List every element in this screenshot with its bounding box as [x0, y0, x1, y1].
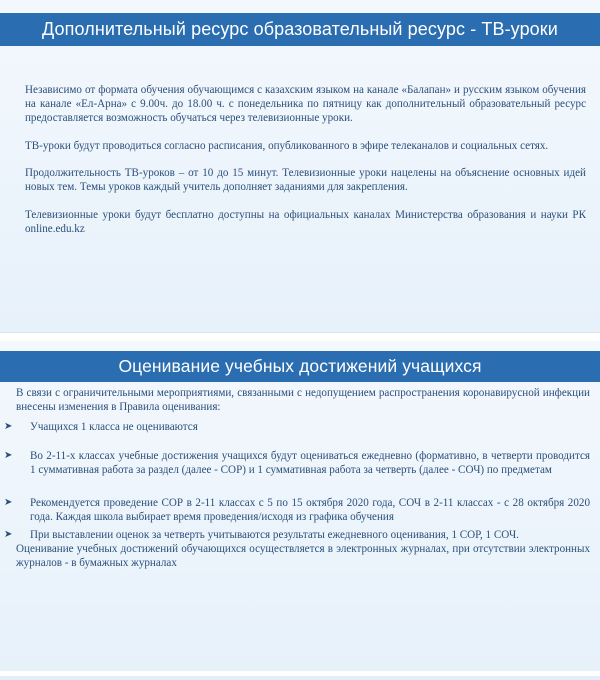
paragraph: Независимо от формата обучения обучающимся с казахским языком на канале «Балапан» и русским языком обучения на канале «Ел-Арна» с 9.00ч. до 18.00 ч. с понедельника по пятницу как дополнительный образовательный ресурс предоставляется возможность обучаться через телевизионные уроки. — [25, 84, 586, 124]
slide-body — [25, 83, 586, 250]
paragraph: ТВ-уроки будут проводиться согласно расписания, опубликованного в эфире телеканалов и социальных сетях. — [25, 140, 549, 152]
list-item — [4, 449, 590, 477]
slide-title: Дополнительный ресурс образовательный ресурс - ТВ-уроки — [0, 13, 600, 46]
list-item — [4, 528, 590, 542]
arrow-bullet-icon: ➤ — [4, 497, 13, 508]
slide-assessment — [0, 341, 600, 671]
list-item-text: При выставлении оценок за четверть учитываются результаты ежедневного оценивания, 1 СОР, 1 СОЧ. — [30, 529, 519, 541]
slide-title: Оценивание учебных достижений учащихся — [0, 351, 600, 382]
list-item-text: Во 2-11-х классах учебные достижения учащихся будут оцениваться ежедневно (формативно, в четверти проводится 1 суммативная работа за раздел (далее - СОР) и 1 суммативная работа за четверть (далее - СОЧ) по предметам — [30, 450, 590, 476]
list-item — [4, 496, 590, 524]
arrow-bullet-icon: ➤ — [4, 529, 13, 540]
paragraph: Продолжительность ТВ-уроков – от 10 до 15 минут. Телевизионные уроки нацелены на объяснение основных идей новых тем. Темы уроков каждый учитель дополняет заданиями для закрепления. — [25, 167, 586, 193]
next-slide-edge — [0, 676, 600, 680]
list-item-text: Рекомендуется проведение СОР в 2-11 классах с 5 по 15 октября 2020 года, СОЧ в 2-11 классах - с 28 октября 2020 года. Каждая школа выбирает время проведения/исходя из графика обучения — [30, 497, 590, 523]
slide-tv-lessons — [0, 0, 600, 333]
slide-body — [4, 386, 590, 570]
intro-paragraph: В связи с ограничительными мероприятиями, связанными с недопущением распространения коронавирусной инфекции внесены изменения в Правила оценивания: — [16, 387, 590, 413]
paragraph: Телевизионные уроки будут бесплатно доступны на официальных каналах Министерства образования и науки РК online.edu.kz — [25, 209, 586, 235]
list-item — [4, 420, 590, 434]
closing-paragraph: Оценивание учебных достижений обучающихся осуществляется в электронных журналах, при отсутствии электронных журналов - в бумажных журналах — [16, 543, 590, 569]
list-item-text: Учащихся 1 класса не оцениваются — [30, 421, 198, 433]
arrow-bullet-icon: ➤ — [4, 421, 13, 432]
arrow-bullet-icon: ➤ — [4, 450, 13, 461]
